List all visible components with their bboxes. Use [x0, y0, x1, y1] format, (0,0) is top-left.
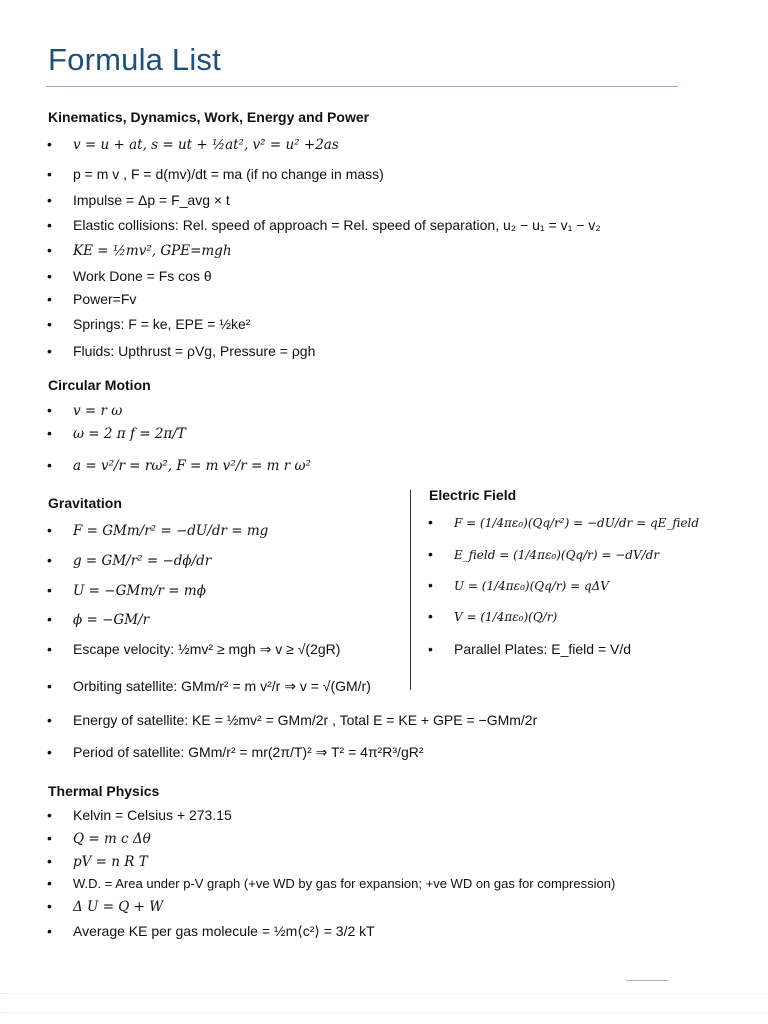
page-edge-dotted-line: [0, 993, 768, 994]
footer-rule: [626, 980, 668, 981]
list-item: • Period of satellite: GMm/r² = mr(2π/T)² ⇒ T² = 4π²R³/gR²: [47, 744, 424, 760]
list-item: • Parallel Plates: E_field = V/d: [428, 641, 632, 657]
heading-gravitation: Gravitation: [48, 495, 122, 511]
list-item: • Q = m c Δθ: [47, 830, 151, 847]
column-divider: [410, 490, 411, 690]
list-item: • ϕ = −GM/r: [47, 611, 150, 628]
page-title: Formula List: [48, 42, 221, 77]
page-edge-dotted-line: [0, 1012, 768, 1013]
title-divider: [46, 86, 678, 87]
list-item: • Δ U = Q + W: [47, 898, 164, 915]
list-item: • g = GM/r² = −dϕ/dr: [47, 552, 212, 569]
heading-electric-field: Electric Field: [429, 487, 517, 503]
list-item: • Energy of satellite: KE = ½mv² = GMm/2r , Total E = KE + GPE = −GMm/2r: [47, 712, 538, 728]
list-item: • Springs: F = ke, EPE = ½ke²: [47, 316, 251, 332]
list-item: • ω = 2 π f = 2π/T: [47, 425, 186, 442]
list-item: • Work Done = Fs cos θ: [47, 268, 212, 284]
list-item: • Power=Fv: [47, 291, 137, 307]
list-item: • v = u + at, s = ut + ½at², v² = u² +2as: [47, 136, 339, 153]
list-item: • Kelvin = Celsius + 273.15: [47, 807, 232, 823]
list-item: • Elastic collisions: Rel. speed of approach = Rel. speed of separation, u₂ − u₁ = v₁ − v₂: [47, 217, 601, 233]
list-item: • Orbiting satellite: GMm/r² = m v²/r ⇒ v = √(GM/r): [47, 678, 371, 694]
list-item: • F = GMm/r² = −dU/dr = mg: [47, 522, 269, 539]
list-item: • Average KE per gas molecule = ½m⟨c²⟩ = 3/2 kT: [47, 923, 375, 939]
list-item: • v = r ω: [47, 402, 123, 419]
list-item: • pV = n R T: [47, 853, 148, 870]
list-item: • p = m v , F = d(mv)/dt = ma (if no change in mass): [47, 166, 384, 182]
list-item: • KE = ½mv², GPE=mgh: [47, 242, 232, 259]
list-item: • U = (1/4πε₀)(Qq/r) = qΔV: [428, 577, 609, 593]
heading-kinematics: Kinematics, Dynamics, Work, Energy and Power: [48, 109, 370, 125]
list-item: • W.D. = Area under p-V graph (+ve WD by gas for expansion; +ve WD on gas for compression): [47, 875, 616, 891]
list-item: • Fluids: Upthrust = ρVg, Pressure = ρgh: [47, 343, 316, 359]
list-item: • F = (1/4πε₀)(Qq/r²) = −dU/dr = qE_field: [428, 514, 700, 530]
list-item: • a = v²/r = rω², F = m v²/r = m r ω²: [47, 457, 311, 474]
heading-circular-motion: Circular Motion: [48, 377, 151, 393]
list-item: • Impulse = Δp = F_avg × t: [47, 192, 230, 208]
list-item: • E_field = (1/4πε₀)(Qq/r) = −dV/dr: [428, 546, 660, 562]
list-item: • V = (1/4πε₀)(Q/r): [428, 608, 558, 624]
list-item: • U = −GMm/r = mϕ: [47, 582, 206, 599]
heading-thermal-physics: Thermal Physics: [48, 783, 160, 799]
list-item: • Escape velocity: ½mv² ≥ mgh ⇒ v ≥ √(2gR): [47, 641, 341, 657]
